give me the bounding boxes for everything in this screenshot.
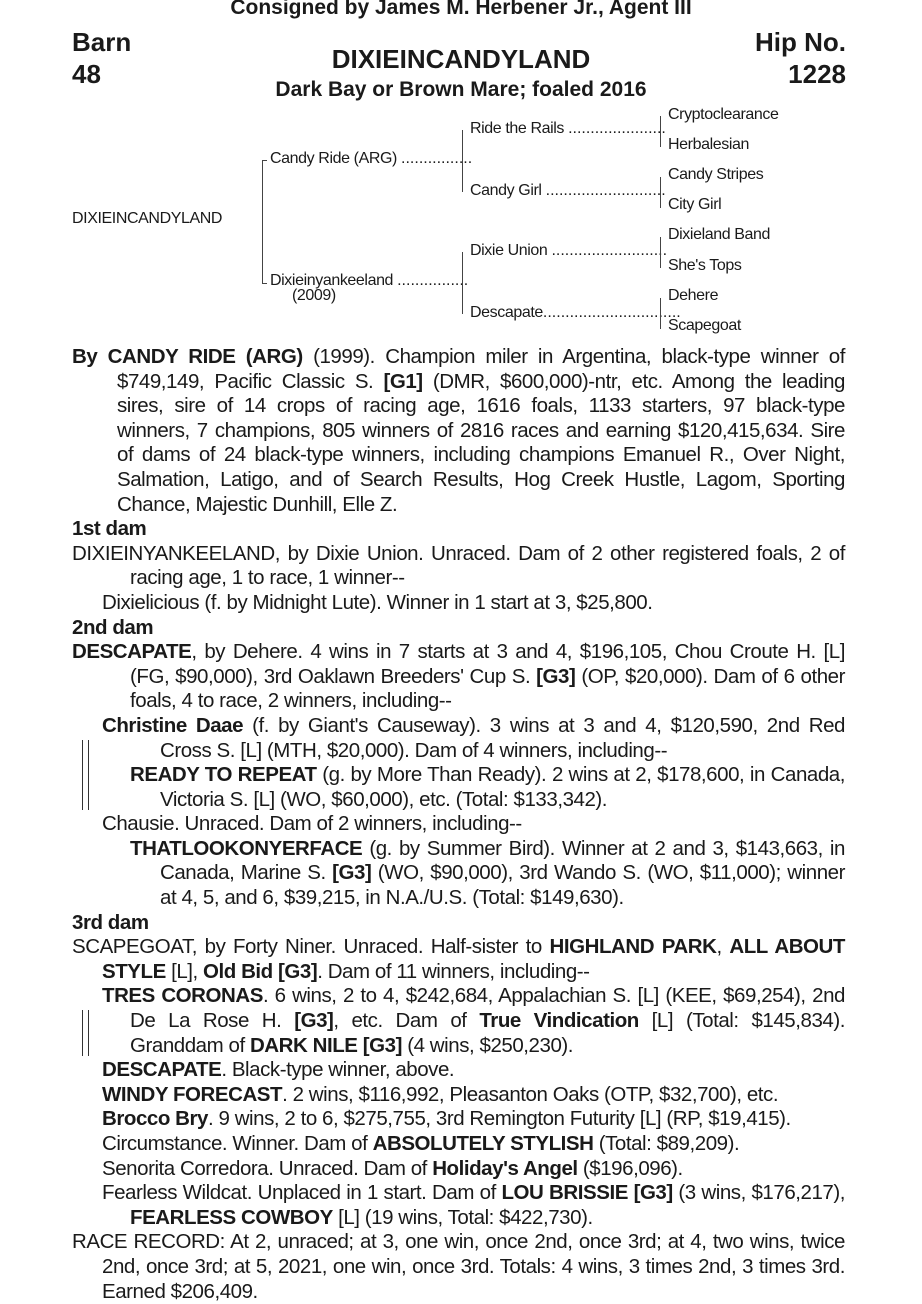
produce-entry	[72, 763, 845, 812]
bold-text: FEARLESS COWBOY	[130, 1205, 333, 1229]
text-run: ,	[716, 935, 730, 959]
bold-text: Brocco Bry	[102, 1107, 209, 1131]
bold-text: WINDY FORECAST	[102, 1082, 283, 1106]
race-record-paragraph	[72, 1230, 845, 1304]
text-run: Fearless Wildcat. Unplaced in 1 start. Dam of	[102, 1181, 502, 1205]
text-run: (WO, $90,000), 3rd Wando S. (WO, $11,000); winner at 4, 5, and 6, $39,215, in N.A./U.S. (Total: $149,630).	[160, 861, 845, 910]
catalog-body	[72, 345, 845, 1304]
produce-entry	[72, 984, 845, 1058]
bold-text: TRES CORONAS	[102, 984, 263, 1008]
produce-entry	[72, 1132, 845, 1157]
produce-entry	[72, 591, 845, 616]
text-run: (g. by Summer Bird). Winner at 2 and 3, $143,663, in Canada, Marine S.	[160, 836, 845, 885]
descendant-bars	[82, 740, 89, 810]
pedigree-sire: Candy Ride (ARG) ................	[270, 150, 473, 167]
text-run: (1999). Champion miler in Argentina, black-type winner of $749,149, Pacific Classic S.	[117, 345, 845, 393]
text-run: . 6 wins, 2 to 4, $242,684, Appalachian S. [L] (KEE, $69,254), 2nd De La Rose H.	[130, 984, 845, 1033]
third-dam-paragraph	[72, 935, 845, 984]
text-run: (Total: $89,209).	[593, 1132, 740, 1155]
produce-group	[72, 714, 845, 812]
text-run: . 9 wins, 2 to 6, $275,755, 3rd Remington Futurity [L] (RP, $19,415).	[208, 1107, 791, 1131]
pedigree-grandparent: Ride the Rails ......................	[470, 120, 666, 137]
hip-number: 1228	[788, 59, 846, 89]
consignor-line: Consigned by James M. Herbener Jr., Agent III	[230, 0, 692, 19]
text-run: ($196,096).	[577, 1156, 683, 1180]
pedigree-ggp: Scapegoat	[668, 317, 741, 334]
text-run: [L] (19 wins, Total: $422,730).	[332, 1205, 593, 1229]
bold-text: Holiday's Angel	[432, 1156, 578, 1180]
first-dam-paragraph	[72, 542, 845, 591]
text-run: [L],	[165, 959, 204, 983]
pedigree-ggp: Dehere	[668, 287, 719, 304]
produce-entry	[72, 714, 845, 763]
pedigree-ggp: City Girl	[668, 196, 722, 213]
text-run: RACE RECORD: At 2, unraced; at 3, one win, once 2nd, once 3rd; at 4, two wins, twice 2nd, once 3rd; at 5, 2021, one win, once 3rd. Totals: 4 wins, 3 times 2nd, 3 times 3rd. Earned $206,409.	[72, 1230, 845, 1303]
pedigree-ggp: Candy Stripes	[668, 166, 764, 183]
bold-text: True Vindication	[479, 1009, 639, 1033]
bold-text: [G3]	[332, 861, 372, 885]
bold-text: [G3]	[294, 1009, 334, 1033]
text-run: (f. by Giant's Causeway). 3 wins at 3 and 4, $120,590, 2nd Red Cross S. [L] (MTH, $20,000). Dam of 4 winners, including--	[160, 713, 845, 762]
sire-paragraph	[72, 345, 845, 517]
text-run: , etc. Dam of	[333, 1009, 480, 1033]
bold-text: Old Bid [G3]	[203, 959, 318, 983]
pedigree-ggp: Dixieland Band	[668, 226, 771, 243]
bold-text: ABSOLUTELY STYLISH	[372, 1132, 594, 1155]
section-heading-3rd-dam: 3rd dam	[72, 910, 149, 934]
text-run: DIXIEINYANKEELAND, by Dixie Union. Unraced. Dam of 2 other registered foals, 2 of racing age, 1 to race, 1 winner--	[72, 541, 845, 590]
produce-entry	[72, 1058, 845, 1083]
bold-text: Christine Daae	[102, 713, 244, 737]
second-dam-paragraph	[72, 640, 845, 714]
produce-group	[72, 984, 845, 1058]
text-run: Senorita Corredora. Unraced. Dam of	[102, 1156, 433, 1180]
text-run: Circumstance. Winner. Dam of	[102, 1132, 373, 1155]
produce-entry	[72, 812, 845, 837]
pedigree-grandparent: Candy Girl ...........................	[470, 182, 666, 199]
descendant-bars	[82, 1010, 89, 1056]
text-run: (DMR, $600,000)-ntr, etc. Among the leading sires, sire of 14 crops of racing age, 1616 foals, 1133 starters, 97 black-type winners, 7 champions, 805 winners of 2816 races and earning $120,415,634. Sire of dams of 24 black-type winners, including champions Emanuel R., Over Night, Salmation, Latigo, and of Search Results, Hog Creek Hustle, Lagom, Sporting Chance, Majestic Dunhill, Elle Z.	[117, 369, 845, 516]
produce-entry	[72, 1107, 845, 1132]
bold-text: READY TO REPEAT	[130, 763, 317, 787]
section-heading-2nd-dam: 2nd dam	[72, 615, 154, 639]
barn-label: Barn	[72, 27, 132, 57]
produce-entry	[72, 1157, 845, 1182]
text-run: Dixielicious (f. by Midnight Lute). Winner in 1 start at 3, $25,800.	[102, 590, 653, 614]
pedigree-ggp: She's Tops	[668, 257, 742, 274]
text-run: (g. by More Than Ready). 2 wins at 2, $178,600, in Canada, Victoria S. [L] (WO, $60,000), etc. (Total: $133,342).	[160, 763, 845, 811]
text-run: Chausie. Unraced. Dam of 2 winners, including--	[102, 812, 522, 836]
bold-text: ALL ABOUT STYLE	[102, 935, 845, 983]
bold-text: [G3]	[536, 664, 576, 688]
text-run: , by Dehere. 4 wins in 7 starts at 3 and 4, $196,105, Chou Croute H. [L] (FG, $90,000), 3rd Oaklawn Breeders' Cup S.	[130, 640, 845, 688]
pedigree-grandparent: Descapate...............................	[470, 304, 681, 321]
hip-label: Hip No.	[755, 27, 846, 57]
bold-text: DESCAPATE	[72, 640, 192, 664]
text-run: . 2 wins, $116,992, Pleasanton Oaks (OTP, $32,700), etc.	[282, 1082, 779, 1106]
produce-entry	[72, 1181, 845, 1230]
pedigree-ggp: Herbalesian	[668, 136, 749, 153]
barn-number: 48	[72, 59, 101, 89]
bold-text: [G1]	[383, 369, 423, 393]
text-run: (3 wins, $176,217),	[672, 1181, 846, 1205]
text-run: (OP, $20,000). Dam of 6 other foals, 4 to race, 2 winners, including--	[130, 664, 845, 713]
text-run: [L] (Total: $145,834). Granddam of	[130, 1009, 845, 1057]
text-run: (4 wins, $250,230).	[401, 1033, 574, 1057]
pedigree-dam: Dixieinyankeeland ................ (2009)	[270, 272, 469, 304]
section-heading-1st-dam: 1st dam	[72, 517, 147, 541]
horse-name: DIXIEINCANDYLAND	[331, 44, 591, 74]
horse-description: Dark Bay or Brown Mare; foaled 2016	[275, 78, 647, 101]
bold-text: THATLOOKONYERFACE	[130, 836, 363, 860]
produce-entry	[72, 837, 845, 911]
text-run: . Black-type winner, above.	[221, 1058, 455, 1082]
pedigree-subject: DIXIEINCANDYLAND	[72, 210, 223, 227]
bold-text: DARK NILE [G3]	[249, 1033, 402, 1057]
bold-text: DESCAPATE	[102, 1058, 222, 1082]
pedigree-grandparent: Dixie Union ..........................	[470, 242, 668, 259]
text-run: SCAPEGOAT, by Forty Niner. Unraced. Half-sister to	[72, 935, 550, 959]
text-run: . Dam of 11 winners, including--	[317, 959, 590, 983]
produce-entry	[72, 1083, 845, 1108]
pedigree-ggp: Cryptoclearance	[668, 106, 779, 123]
bold-text: HIGHLAND PARK	[549, 935, 717, 959]
bold-text: LOU BRISSIE [G3]	[501, 1181, 673, 1205]
bold-text: By CANDY RIDE (ARG)	[72, 345, 303, 368]
